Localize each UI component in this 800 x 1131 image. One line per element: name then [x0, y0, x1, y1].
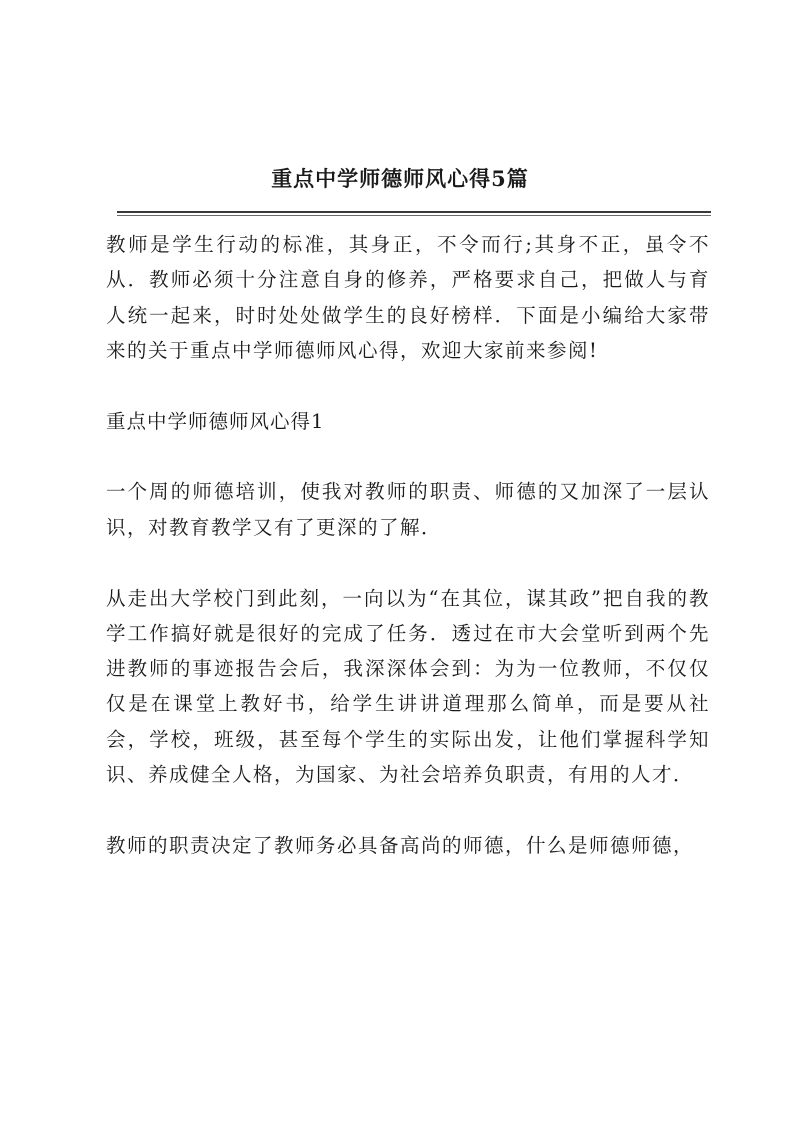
title-divider-thin	[117, 215, 711, 216]
body-paragraph: 教师的职责决定了教师务必具备高尚的师德，什么是师德师德，	[106, 833, 695, 857]
document-title: 重点中学师德师风心得5篇	[271, 166, 529, 191]
intro-paragraph: 教师是学生行动的标准，其身正，不令而行;其身不正，虽令不从．教师必须十分注意自身的修养，严格要求自己，把做人与育人统一起来，时时处处做学生的良好榜样．下面是小编给大家带来的关于重点中学师德师风心得，欢迎大家前来参阅!	[106, 233, 710, 362]
body-paragraph: 从走出大学校门到此刻，一向以为“在其位，谋其政”把自我的教学工作搞好就是很好的完成了任务．透过在市大会堂听到两个先进教师的事迹报告会后，我深深体会到：为为一位教师，不仅仅仅是在课堂上教好书，给学生讲讲道理那么简单，而是要从社会，学校，班级，甚至每个学生的实际出发，让他们掌握科学知识、养成健全人格，为国家、为社会培养负职责，有用的人才．	[106, 586, 710, 787]
title-divider-thick	[117, 211, 711, 213]
section-heading: 重点中学师德师风心得1	[106, 409, 325, 433]
body-paragraph: 一个周的师德培训，使我对教师的职责、师德的又加深了一层认识，对教育教学又有了更深的了解．	[106, 480, 710, 539]
document-body	[106, 227, 710, 899]
